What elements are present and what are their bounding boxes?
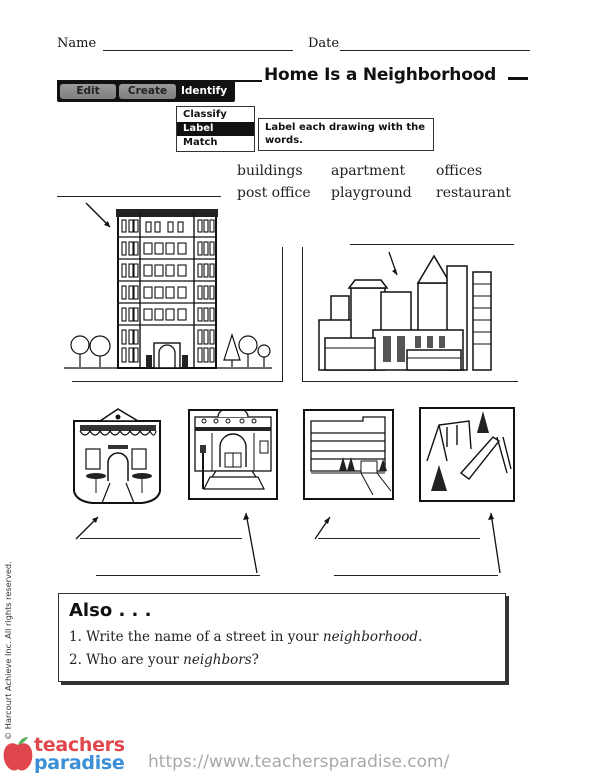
name-field[interactable] xyxy=(103,50,293,51)
date-label: Date xyxy=(308,36,340,51)
playground-drawing xyxy=(419,407,515,502)
frame-line xyxy=(72,381,283,382)
also-item-1-italic: neighborhood xyxy=(322,629,419,645)
restaurant-icon xyxy=(72,407,164,504)
title-dash xyxy=(508,77,528,80)
word-restaurant: restaurant xyxy=(436,185,511,201)
also-item-2-italic: neighbors xyxy=(183,652,252,668)
answer-line-playground[interactable] xyxy=(334,575,498,576)
brand-teachers: teachers xyxy=(34,734,125,756)
answer-line-buildings[interactable] xyxy=(350,244,514,245)
restaurant-drawing xyxy=(72,407,164,504)
city-buildings-icon xyxy=(315,250,500,375)
offices-icon xyxy=(305,411,392,498)
identify-menu xyxy=(176,106,255,152)
apartment-building-icon xyxy=(62,195,282,385)
post-office-drawing xyxy=(188,409,278,500)
frame-line xyxy=(302,381,518,382)
footer-url[interactable]: https://www.teachersparadise.com/ xyxy=(148,752,450,772)
also-item-1 xyxy=(69,629,422,645)
also-item-2-suffix: ? xyxy=(251,652,259,668)
also-item-1-suffix: . xyxy=(418,629,423,645)
offices-drawing xyxy=(303,409,394,500)
word-offices: offices xyxy=(436,163,483,179)
frame-line xyxy=(282,247,283,382)
menu-item-classify[interactable]: Classify xyxy=(183,109,227,120)
brand-paradise: paradise xyxy=(34,752,125,774)
also-box xyxy=(58,593,506,682)
frame-line xyxy=(302,247,303,382)
instruction-box: Label each drawing with the words. xyxy=(258,118,434,151)
menu-item-match[interactable]: Match xyxy=(183,137,218,148)
word-post-office: post office xyxy=(237,185,311,201)
also-item-1-text: 1. Write the name of a street in your xyxy=(69,629,323,645)
also-title: Also . . . xyxy=(69,600,152,621)
tab-edit[interactable]: Edit xyxy=(60,84,116,99)
answer-line-post-office[interactable] xyxy=(96,575,260,576)
name-label: Name xyxy=(57,36,97,51)
word-playground: playground xyxy=(331,185,412,201)
apple-logo-icon xyxy=(2,735,34,773)
playground-icon xyxy=(421,409,513,500)
answer-line-offices[interactable] xyxy=(318,538,480,539)
word-buildings: buildings xyxy=(237,163,303,179)
apartment-drawing xyxy=(62,195,282,385)
city-buildings-drawing xyxy=(315,250,500,375)
tab-create[interactable]: Create xyxy=(119,84,176,99)
date-field[interactable] xyxy=(340,50,530,51)
menu-item-label[interactable]: Label xyxy=(177,122,254,136)
answer-arrows xyxy=(60,505,520,585)
answer-line-restaurant[interactable] xyxy=(80,538,242,539)
tab-identify[interactable]: Identify xyxy=(181,84,231,99)
copyright-text: © Harcourt Achieve Inc. All rights reserved. xyxy=(3,561,13,740)
post-office-icon xyxy=(190,411,276,498)
page-title: Home Is a Neighborhood xyxy=(264,65,497,85)
tab-bar xyxy=(57,80,235,102)
also-item-2-text: 2. Who are your xyxy=(69,652,184,668)
word-apartment: apartment xyxy=(331,163,406,179)
also-item-2 xyxy=(69,652,259,668)
